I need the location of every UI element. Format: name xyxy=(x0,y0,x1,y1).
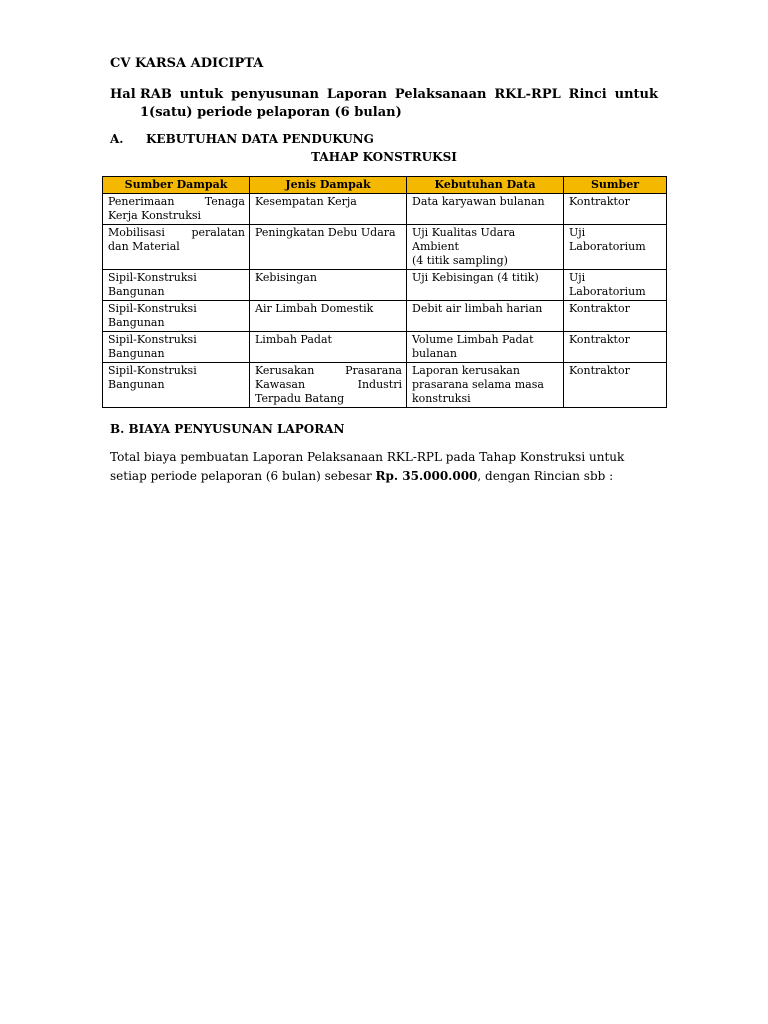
subject-block xyxy=(110,86,658,122)
cost-paragraph-intro: Total biaya pembuatan Laporan Pelaksanaan RKL-RPL pada Tahap Konstruksi untuk setiap periode pelaporan (6 bulan) sebesar xyxy=(110,450,625,483)
cell-jenis-dampak: Limbah Padat xyxy=(250,332,407,363)
cell-jenis-dampak: Kesempatan Kerja xyxy=(250,194,407,225)
cell-jenis-dampak: Kerusakan Prasarana Kawasan Industri Terpadu Batang xyxy=(250,363,407,408)
cell-kebutuhan-data: Uji Kebisingan (4 titik) xyxy=(407,270,564,301)
cost-paragraph xyxy=(110,448,650,486)
table-row xyxy=(103,301,667,332)
section-b-heading: B. BIAYA PENYUSUNAN LAPORAN xyxy=(110,422,345,436)
header-kebutuhan-data: Kebutuhan Data xyxy=(407,177,564,194)
table-row xyxy=(103,270,667,301)
cell-sumber: Kontraktor xyxy=(564,194,667,225)
cell-sumber-dampak: Mobilisasi peralatan dan Material xyxy=(103,225,250,270)
cell-sumber-dampak: Sipil-Konstruksi Bangunan xyxy=(103,363,250,408)
table-body xyxy=(103,194,667,408)
table-row xyxy=(103,332,667,363)
header-sumber-dampak: Sumber Dampak xyxy=(103,177,250,194)
cell-sumber: Kontraktor xyxy=(564,332,667,363)
subject-label: Hal : xyxy=(110,87,145,102)
cell-sumber-dampak: Penerimaan Tenaga Kerja Konstruksi xyxy=(103,194,250,225)
table-row xyxy=(103,363,667,408)
table-row xyxy=(103,225,667,270)
table-subtitle: TAHAP KONSTRUKSI xyxy=(311,150,457,164)
cell-sumber-dampak: Sipil-Konstruksi Bangunan xyxy=(103,332,250,363)
cell-kebutuhan-data: Volume Limbah Padat bulanan xyxy=(407,332,564,363)
data-requirements-table xyxy=(102,176,667,408)
company-name: CV KARSA ADICIPTA xyxy=(110,56,264,71)
section-a-letter: A. xyxy=(110,132,124,146)
cell-kebutuhan-data: Debit air limbah harian xyxy=(407,301,564,332)
table-row xyxy=(103,194,667,225)
cell-jenis-dampak: Kebisingan xyxy=(250,270,407,301)
cell-sumber-dampak: Sipil-Konstruksi Bangunan xyxy=(103,301,250,332)
section-a-title: KEBUTUHAN DATA PENDUKUNG xyxy=(146,132,374,146)
cell-jenis-dampak: Air Limbah Domestik xyxy=(250,301,407,332)
cell-sumber-dampak: Sipil-Konstruksi Bangunan xyxy=(103,270,250,301)
cell-jenis-dampak: Peningkatan Debu Udara xyxy=(250,225,407,270)
header-sumber: Sumber xyxy=(564,177,667,194)
cell-kebutuhan-data: Data karyawan bulanan xyxy=(407,194,564,225)
header-jenis-dampak: Jenis Dampak xyxy=(250,177,407,194)
cell-kebutuhan-data: Uji Kualitas Udara Ambient (4 titik sampling) xyxy=(407,225,564,270)
subject-text: RAB untuk penyusunan Laporan Pelaksanaan RKL-RPL Rinci untuk 1(satu) periode pelaporan (6 bulan) xyxy=(140,87,658,120)
table-header-row xyxy=(103,177,667,194)
cell-sumber: Uji Laboratorium xyxy=(564,225,667,270)
cost-paragraph-outro: , dengan Rincian sbb : xyxy=(477,469,614,483)
cell-sumber: Kontraktor xyxy=(564,363,667,408)
cell-sumber: Kontraktor xyxy=(564,301,667,332)
cell-kebutuhan-data: Laporan kerusakan prasarana selama masa konstruksi xyxy=(407,363,564,408)
cell-sumber: Uji Laboratorium xyxy=(564,270,667,301)
total-amount: Rp. 35.000.000 xyxy=(375,469,478,483)
